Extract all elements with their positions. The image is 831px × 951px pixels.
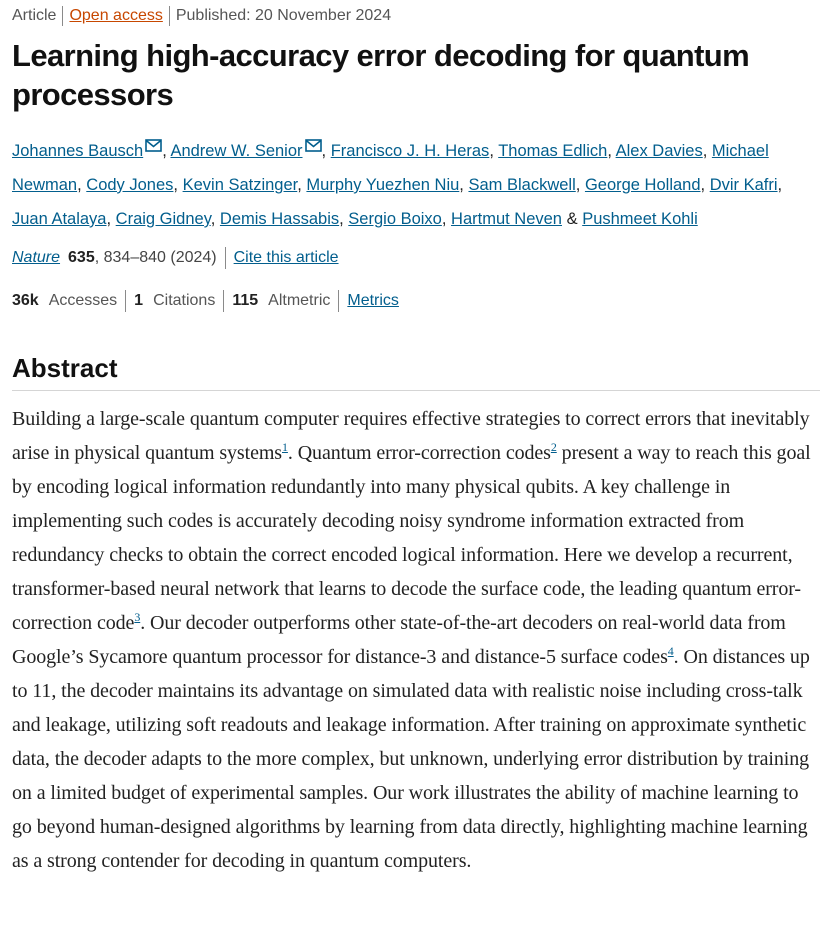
- abstract-text-segment: Building a large-scale quantum computer requires effective strategies to correct errors that inevitably arise in physical quantum systems: [12, 408, 810, 464]
- citations-label: Citations: [153, 292, 216, 309]
- author-separator: ,: [77, 176, 87, 194]
- author-link[interactable]: Francisco J. H. Heras: [330, 142, 490, 160]
- author-link[interactable]: Michael Newman: [12, 142, 769, 194]
- divider: [125, 290, 126, 312]
- mail-icon[interactable]: [145, 139, 162, 152]
- author-separator: ,: [459, 176, 469, 194]
- author-separator: ,: [777, 176, 783, 194]
- author-link[interactable]: George Holland: [584, 176, 701, 194]
- author-link[interactable]: Dvir Kafri: [709, 176, 778, 194]
- author-link[interactable]: Murphy Yuezhen Niu: [306, 176, 460, 194]
- article-page: [12, 0, 820, 878]
- author-link[interactable]: Demis Hassabis: [219, 210, 340, 228]
- citations-count: 1: [134, 292, 144, 309]
- author-link[interactable]: Kevin Satzinger: [182, 176, 298, 194]
- altmetric-score: 115: [232, 292, 259, 309]
- open-access-link[interactable]: Open access: [69, 7, 163, 24]
- journal-volume: 635: [68, 249, 95, 266]
- reference-link[interactable]: 4: [667, 644, 674, 658]
- metrics-link[interactable]: Metrics: [347, 292, 399, 309]
- abstract-heading: Abstract: [12, 351, 820, 391]
- article-metrics: [12, 289, 820, 313]
- journal-pages: , 834–840 (2024): [94, 249, 217, 266]
- accesses-count: 36k: [12, 292, 39, 309]
- article-meta: [12, 5, 820, 27]
- author-separator: ,: [106, 210, 116, 228]
- reference-link[interactable]: 3: [134, 610, 141, 624]
- divider: [338, 290, 339, 312]
- author-separator: ,: [700, 176, 710, 194]
- published-date: Published: 20 November 2024: [175, 7, 392, 24]
- author-separator: ,: [321, 142, 331, 160]
- author-separator: ,: [162, 142, 171, 160]
- author-link[interactable]: Alex Davies: [615, 142, 703, 160]
- author-link[interactable]: Craig Gidney: [115, 210, 211, 228]
- author-separator: ,: [441, 210, 452, 228]
- author-link[interactable]: Cody Jones: [86, 176, 174, 194]
- author-list: [12, 134, 820, 236]
- author-separator: ,: [607, 142, 616, 160]
- divider: [225, 247, 226, 269]
- author-separator: ,: [210, 210, 220, 228]
- abstract-text-segment: . Quantum error-correction codes: [287, 442, 551, 464]
- accesses-label: Accesses: [48, 292, 118, 309]
- abstract-text: [12, 402, 820, 878]
- author-separator: ,: [489, 142, 499, 160]
- journal-link[interactable]: Nature: [12, 249, 61, 266]
- author-link[interactable]: Juan Atalaya: [12, 210, 107, 228]
- citation-line: [12, 246, 820, 270]
- article-type: Article: [12, 7, 57, 24]
- author-separator: ,: [297, 176, 307, 194]
- mail-icon[interactable]: [305, 139, 322, 152]
- reference-link[interactable]: 2: [550, 440, 557, 454]
- author-separator: ,: [173, 176, 183, 194]
- author-separator: ,: [702, 142, 712, 160]
- author-link[interactable]: Hartmut Neven: [451, 210, 562, 228]
- divider: [223, 290, 224, 312]
- author-link[interactable]: Andrew W. Senior: [170, 142, 303, 160]
- author-link[interactable]: Sergio Boixo: [348, 210, 442, 228]
- divider: [62, 6, 63, 26]
- author-link[interactable]: Johannes Bausch: [12, 142, 144, 160]
- author-link[interactable]: Thomas Edlich: [498, 142, 608, 160]
- abstract-text-segment: present a way to reach this goal by encoding logical information redundantly into many physical qubits. A key challenge in implementing such codes is accurately decoding noisy syndrome information extracted from redundancy checks to obtain the correct encoded logical information. Here we develop a recurrent, transformer-based neural network that learns to decode the surface code, the leading quantum error-correction code: [12, 442, 811, 634]
- altmetric-label: Altmetric: [268, 292, 331, 309]
- divider: [169, 6, 170, 26]
- author-separator: &: [562, 210, 583, 228]
- author-separator: ,: [575, 176, 585, 194]
- author-link[interactable]: Pushmeet Kohli: [582, 210, 698, 228]
- abstract-text-segment: . On distances up to 11, the decoder maintains its advantage on simulated data with realistic noise including cross-talk and leakage, utilizing soft readouts and leakage information. After training on approximate synthetic data, the decoder adapts to the more complex, but unknown, underlying error distribution by training on a limited budget of experimental samples. Our work illustrates the ability of machine learning to go beyond human-designed algorithms by learning from data directly, highlighting machine learning as a strong contender for decoding in quantum computers.: [12, 646, 810, 872]
- abstract-text-segment: . Our decoder outperforms other state-of-the-art decoders on real-world data from Google’s Sycamore quantum processor for distance-3 and distance-5 surface codes: [12, 612, 786, 668]
- article-title: Learning high-accuracy error decoding for quantum processors: [12, 38, 750, 112]
- reference-link[interactable]: 1: [282, 440, 288, 454]
- author-separator: ,: [339, 210, 349, 228]
- cite-this-article-link[interactable]: Cite this article: [233, 249, 339, 266]
- author-link[interactable]: Sam Blackwell: [468, 176, 576, 194]
